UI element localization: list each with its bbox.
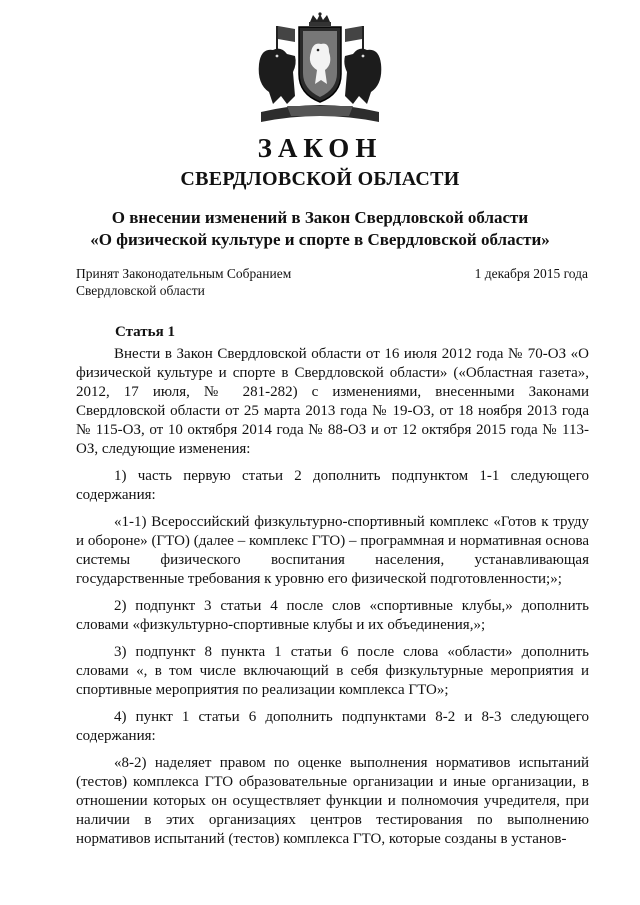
law-title-line-1: О внесении изменений в Закон Свердловской области: [111, 208, 529, 227]
quoted-text-1: «1-1) Всероссийский физкультурно-спортивный комплекс «Готов к труду и обороне» (ГТО) (далее – комплекс ГТО) – программная и нормативная основа системы физического воспитания населения, устанавливающая государственные требования к уровню его физической подготовленности;»;: [76, 514, 589, 587]
article-heading: Статья 1: [115, 324, 175, 340]
adoption-line-1: Принят Законодательным Собранием: [76, 266, 292, 281]
adoption-info: [76, 265, 291, 299]
amendment-item-2: 2) подпункт 3 статьи 4 после слов «спортивные клубы,» дополнить словами «физкультурно-спортивные клубы и их объединения,»;: [76, 598, 589, 633]
law-title-line-2: «О физической культуре и спорте в Свердловской области»: [90, 230, 550, 249]
intro-paragraph: Внести в Закон Свердловской области от 16 июля 2012 года № 70-ОЗ «О физической культуре и спорте в Свердловской области» («Областная газета», 2012, 17 июля, № 281-282) с изменениями, внесенными Законами Свердловской области от 25 марта 2013 года № 19-ОЗ, от 18 ноября 2013 года № 115-ОЗ, от 10 октября 2014 года № 88-ОЗ и от 12 октября 2015 года № 113-ОЗ, следующие изменения:: [76, 346, 589, 457]
quoted-text-2: «8-2) наделяет правом по оценке выполнения нормативов испытаний (тестов) комплекса ГТО образовательные организации и иные организации, в отношении которых он осуществляет функции и полномочия учредителя, при наличии в этих организациях центров тестирования по выполнению нормативов испытаний (тестов) комплекса ГТО, которые созданы в установ-: [76, 755, 589, 847]
amendment-item-1: 1) часть первую статьи 2 дополнить подпунктом 1-1 следующего содержания:: [76, 468, 589, 503]
article-body: [76, 345, 589, 849]
coat-of-arms-emblem: [247, 12, 393, 128]
law-heading: ЗАКОН: [257, 133, 383, 163]
amendment-item-4: 4) пункт 1 статьи 6 дополнить подпунктами 8-2 и 8-3 следующего содержания:: [76, 709, 589, 744]
adoption-line-2: Свердловской области: [76, 283, 205, 298]
region-heading: СВЕРДЛОВСКОЙ ОБЛАСТИ: [180, 168, 460, 190]
adoption-date: 1 декабря 2015 года: [474, 266, 588, 281]
amendment-item-3: 3) подпункт 8 пункта 1 статьи 6 после слова «области» дополнить словами «, в том числе включающий в себя физкультурные мероприятия и спортивные мероприятия по реализации комплекса ГТО»;: [76, 644, 589, 698]
